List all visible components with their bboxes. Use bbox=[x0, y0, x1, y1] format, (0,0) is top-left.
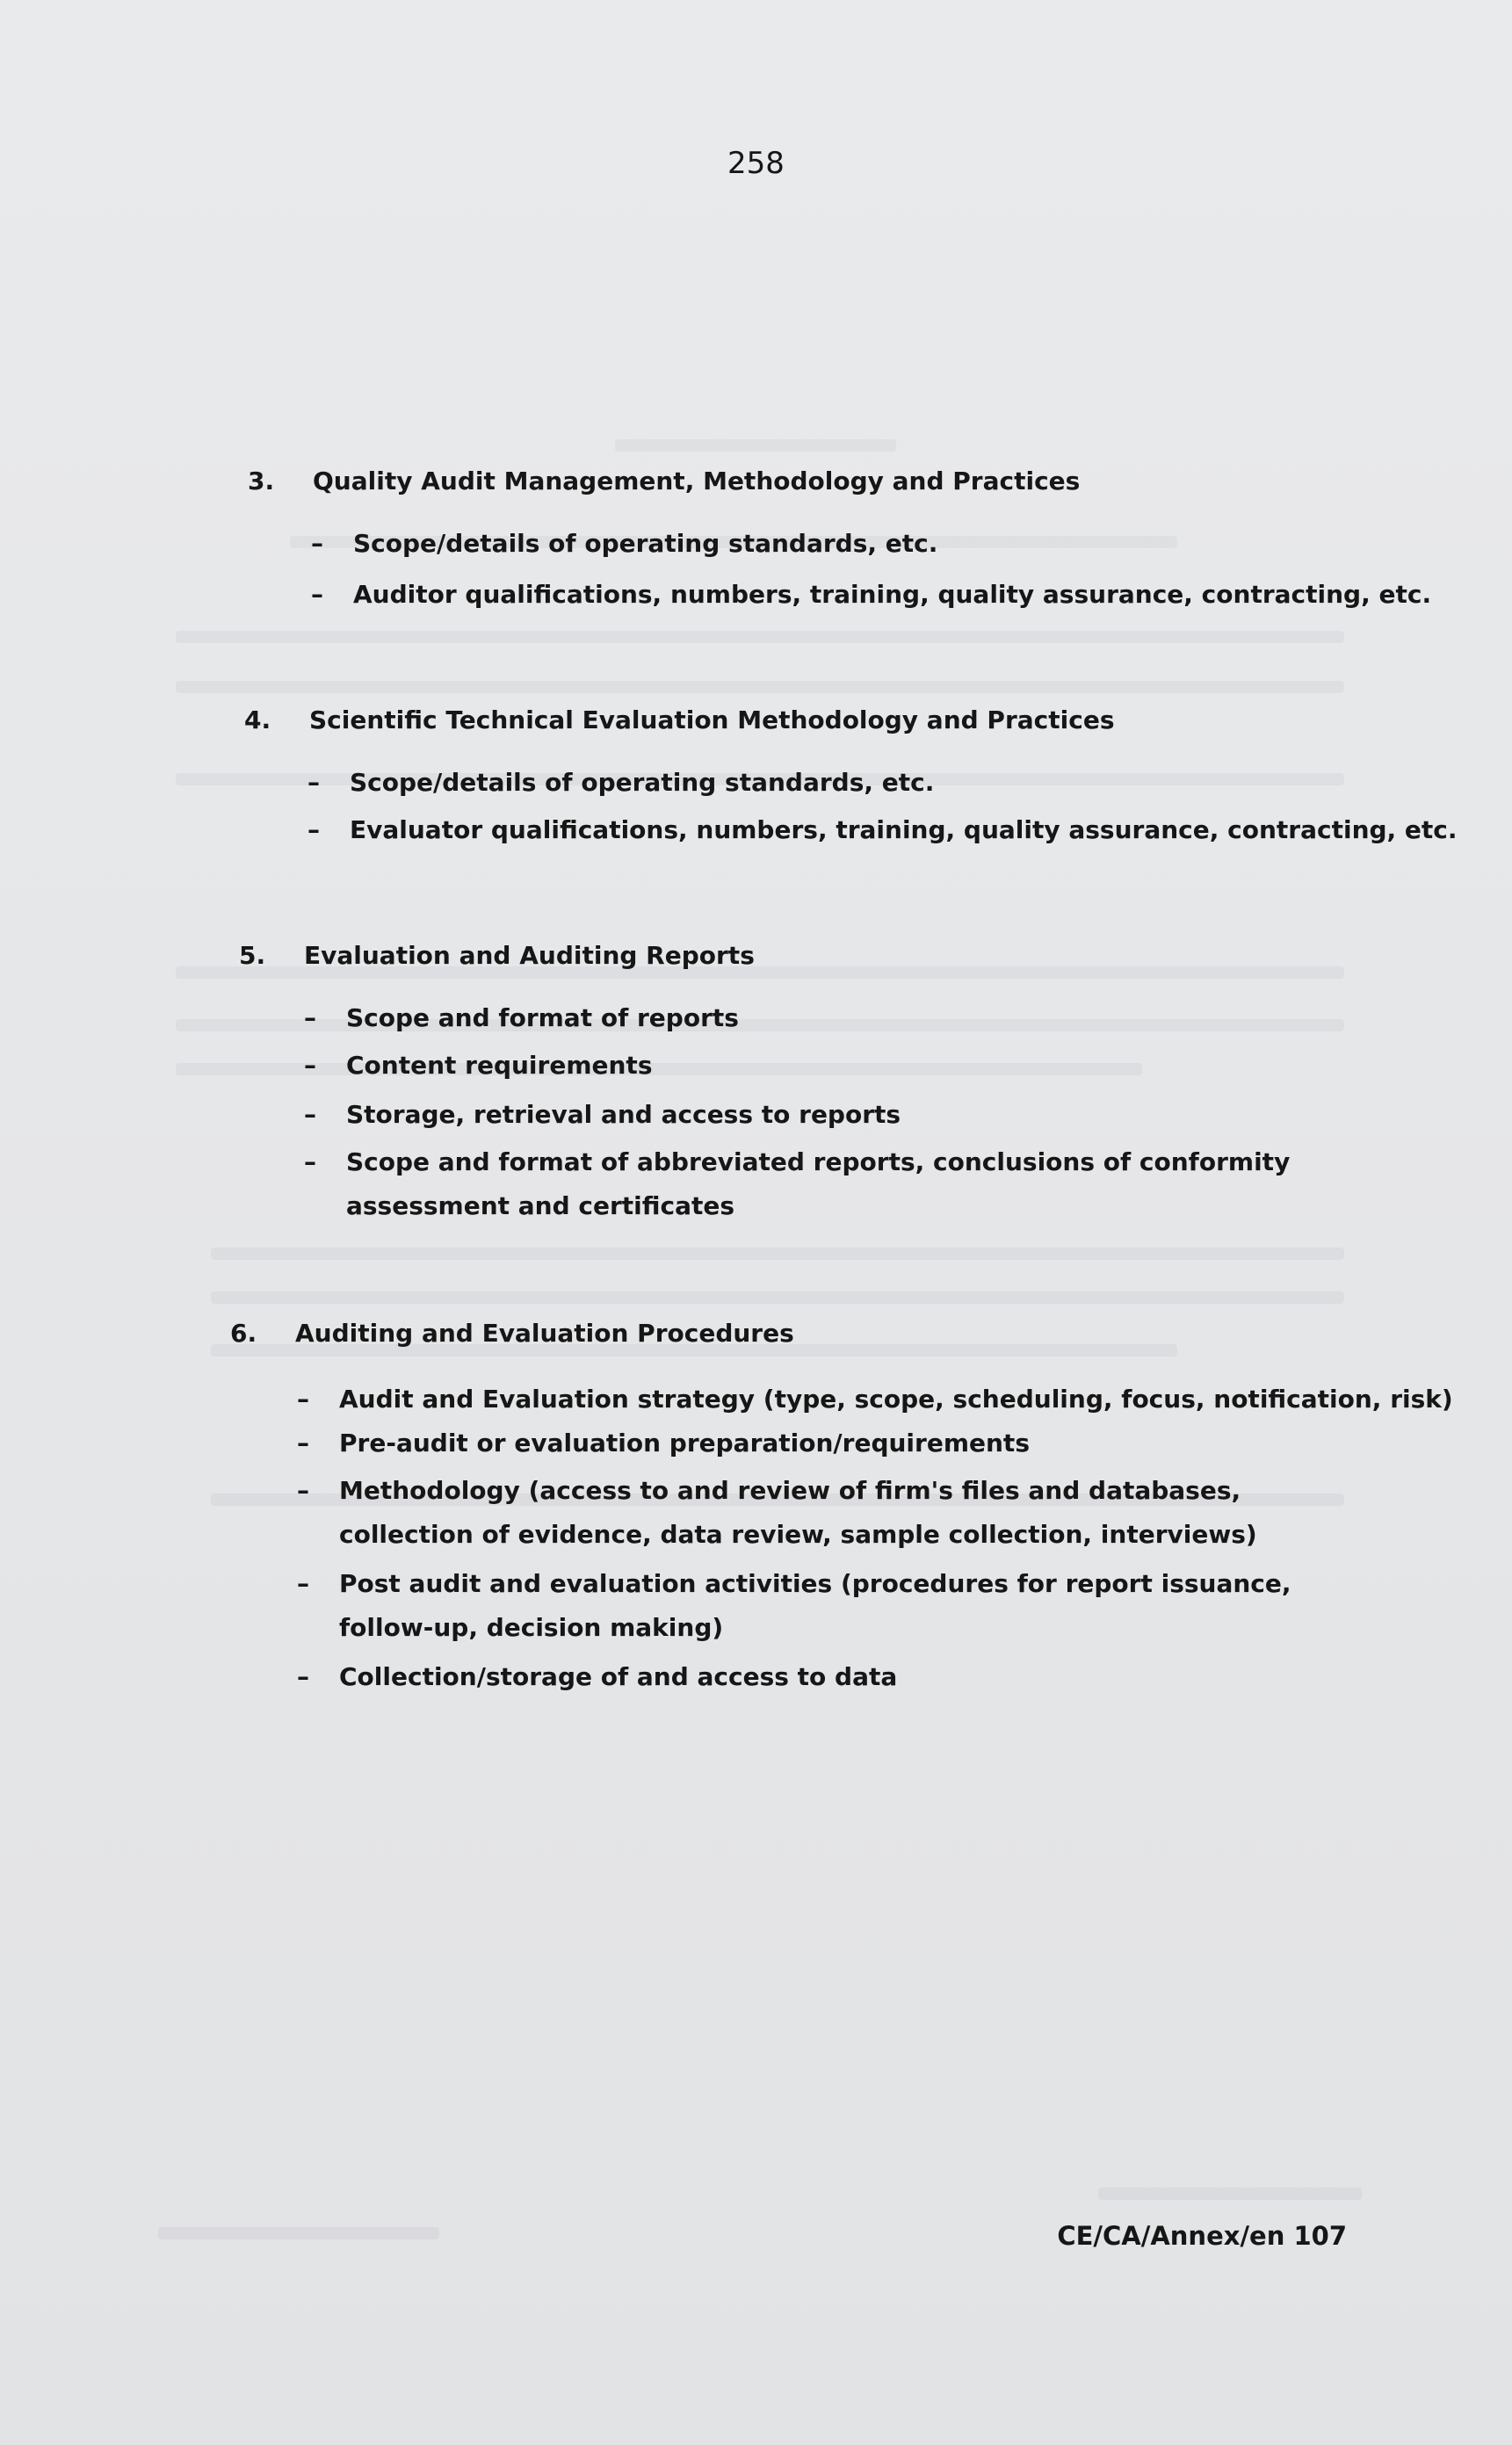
dash-bullet: – bbox=[297, 1662, 309, 1691]
section-number: 4. bbox=[244, 705, 271, 734]
dash-bullet: – bbox=[304, 1100, 316, 1129]
list-item bbox=[311, 522, 1512, 566]
dash-bullet: – bbox=[304, 1051, 316, 1080]
list-item-text: Auditor qualifications, numbers, training, quality assurance, contracting, etc. bbox=[353, 580, 1432, 609]
section-number: 3. bbox=[248, 467, 275, 496]
dash-bullet: – bbox=[311, 529, 323, 558]
section-title: Scientific Technical Evaluation Methodology and Practices bbox=[309, 705, 1115, 734]
bleed-through bbox=[176, 681, 1344, 693]
list-item bbox=[297, 1378, 1512, 1421]
list-item-text: Methodology (access to and review of firm's files and databases, collection of evidence, data review, sample collection, interviews) bbox=[339, 1476, 1257, 1549]
list-item bbox=[304, 1044, 1512, 1088]
list-item bbox=[297, 1469, 1512, 1557]
list-item-text: Collection/storage of and access to data bbox=[339, 1662, 898, 1691]
bleed-through bbox=[615, 439, 896, 452]
bleed-through bbox=[211, 1291, 1344, 1304]
dash-bullet: – bbox=[297, 1385, 309, 1414]
list-item-text: Scope and format of abbreviated reports, conclusions of conformity assessment and certificates bbox=[346, 1147, 1291, 1220]
list-item bbox=[304, 1140, 1512, 1228]
list-item-text: Audit and Evaluation strategy (type, scope, scheduling, focus, notification, risk) bbox=[339, 1385, 1453, 1414]
dash-bullet: – bbox=[297, 1476, 309, 1505]
page-number: 258 bbox=[727, 146, 785, 181]
section-5 bbox=[0, 938, 1512, 1220]
list-item-text: Content requirements bbox=[346, 1051, 653, 1080]
list-item-text: Storage, retrieval and access to reports bbox=[346, 1100, 901, 1129]
dash-bullet: – bbox=[297, 1569, 309, 1598]
section-6 bbox=[0, 1316, 1512, 1691]
list-item bbox=[304, 1093, 1512, 1137]
list-item-text: Evaluator qualifications, numbers, training, quality assurance, contracting, etc. bbox=[350, 815, 1458, 844]
bleed-through bbox=[176, 631, 1344, 643]
section-number: 5. bbox=[239, 941, 266, 970]
list-item-text: Post audit and evaluation activities (procedures for report issuance, follow-up, decision making) bbox=[339, 1569, 1291, 1642]
dash-bullet: – bbox=[297, 1429, 309, 1458]
list-item bbox=[307, 808, 1512, 852]
list-item bbox=[297, 1421, 1512, 1465]
section-4 bbox=[0, 703, 1512, 844]
list-item-text: Pre-audit or evaluation preparation/requirements bbox=[339, 1429, 1030, 1458]
section-title: Auditing and Evaluation Procedures bbox=[295, 1319, 794, 1348]
list-item bbox=[311, 573, 1512, 617]
section-heading bbox=[239, 938, 1512, 973]
list-item bbox=[297, 1562, 1512, 1650]
list-item-text: Scope and format of reports bbox=[346, 1003, 739, 1032]
bleed-through bbox=[158, 2227, 439, 2239]
document-reference: CE/CA/Annex/en 107 bbox=[1057, 2221, 1347, 2251]
dash-bullet: – bbox=[307, 815, 320, 844]
section-number: 6. bbox=[230, 1319, 257, 1348]
dash-bullet: – bbox=[307, 768, 320, 797]
dash-bullet: – bbox=[304, 1003, 316, 1032]
section-3 bbox=[0, 464, 1512, 609]
section-heading bbox=[248, 464, 1512, 499]
section-title: Evaluation and Auditing Reports bbox=[304, 941, 755, 970]
dash-bullet: – bbox=[304, 1147, 316, 1176]
list-item-text: Scope/details of operating standards, etc. bbox=[353, 529, 938, 558]
dash-bullet: – bbox=[311, 580, 323, 609]
list-item-text: Scope/details of operating standards, etc. bbox=[350, 768, 935, 797]
list-item bbox=[297, 1655, 1512, 1699]
list-item bbox=[304, 996, 1512, 1040]
bleed-through bbox=[211, 1248, 1344, 1260]
section-heading bbox=[230, 1316, 1512, 1351]
section-title: Quality Audit Management, Methodology and Practices bbox=[313, 467, 1081, 496]
list-item bbox=[307, 761, 1512, 805]
section-heading bbox=[244, 703, 1512, 738]
bleed-through bbox=[1098, 2188, 1362, 2200]
